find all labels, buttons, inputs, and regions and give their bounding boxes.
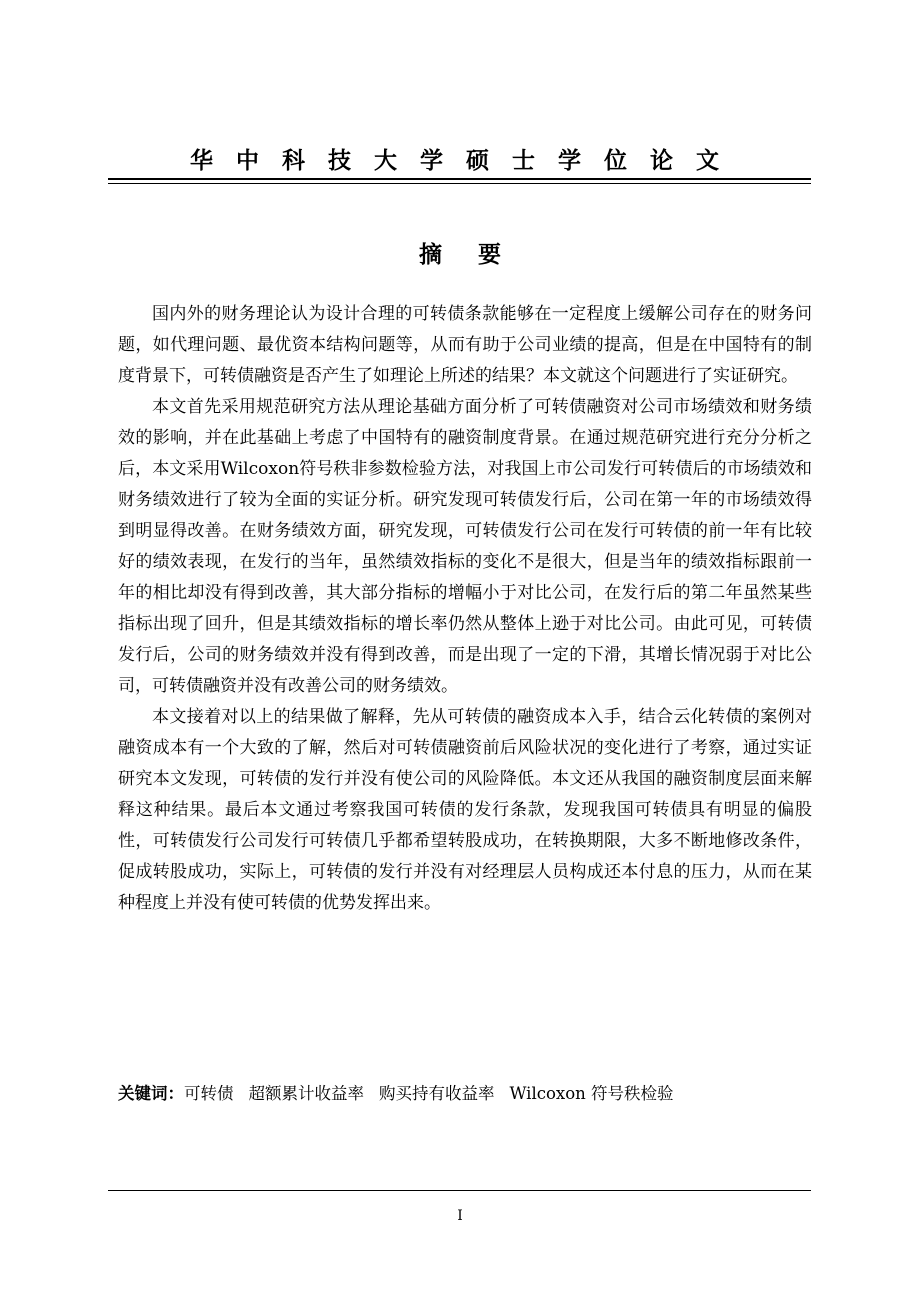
abstract-heading-char-2: 要 (478, 242, 501, 268)
abstract-paragraph-1: 国内外的财务理论认为设计合理的可转债条款能够在一定程度上缓解公司存在的财务问题，如代理问题、最优资本结构问题等，从而有助于公司业绩的提高，但是在中国特有的制度背景下，可转债融资是否产生了如理论上所述的结果？本文就这个问题进行了实证研究。 (118, 304, 812, 386)
header-rule-thin (108, 183, 811, 184)
thesis-header-title: 华中科技大学硕士学位论文 (190, 148, 742, 174)
keyword-item: 购买持有收益率 (379, 1084, 495, 1103)
header-rule-thick (108, 178, 811, 180)
page-number: I (457, 1208, 463, 1224)
keywords-line (118, 1080, 674, 1104)
keyword-item: 可转债 (184, 1084, 234, 1103)
abstract-heading (0, 236, 920, 269)
keywords-label: 关键词： (118, 1084, 184, 1103)
abstract-paragraph-3: 本文接着对以上的结果做了解释，先从可转债的融资成本入手，结合云化转债的案例对融资成本有一个大致的了解，然后对可转债融资前后风险状况的变化进行了考察，通过实证研究本文发现，可转债的发行并没有使公司的风险降低。本文还从我国的融资制度层面来解释这种结果。最后本文通过考察我国可转债的发行条款，发现我国可转债具有明显的偏股性，可转债发行公司发行可转债几乎都希望转股成功，在转换期限，大多不断地修改条件，促成转股成功，实际上，可转债的发行并没有对经理层人员构成还本付息的压力，从而在某种程度上并没有使可转债的优势发挥出来。 (118, 707, 812, 913)
keyword-item: Wilcoxon 符号秩检验 (509, 1084, 674, 1103)
abstract-heading-char-1: 摘 (419, 242, 442, 268)
keyword-item: 超额累计收益率 (248, 1084, 364, 1103)
footer-rule (108, 1190, 811, 1191)
abstract-paragraph-2: 本文首先采用规范研究方法从理论基础方面分析了可转债融资对公司市场绩效和财务绩效的影响，并在此基础上考虑了中国特有的融资制度背景。在通过规范研究进行充分分析之后，本文采用Wilcoxon符号秩非参数检验方法，对我国上市公司发行可转债后的市场绩效和财务绩效进行了较为全面的实证分析。研究发现可转债发行后，公司在第一年的市场绩效得到明显得改善。在财务绩效方面，研究发现，可转债发行公司在发行可转债的前一年有比较好的绩效表现，在发行的当年，虽然绩效指标的变化不是很大，但是当年的绩效指标跟前一年的相比却没有得到改善，其大部分指标的增幅小于对比公司，在发行后的第二年虽然某些指标出现了回升，但是其绩效指标的增长率仍然从整体上逊于对比公司。由此可见，可转债发行后，公司的财务绩效并没有得到改善，而是出现了一定的下滑，其增长情况弱于对比公司，可转债融资并没有改善公司的财务绩效。 (118, 397, 812, 696)
abstract-body (118, 299, 812, 919)
